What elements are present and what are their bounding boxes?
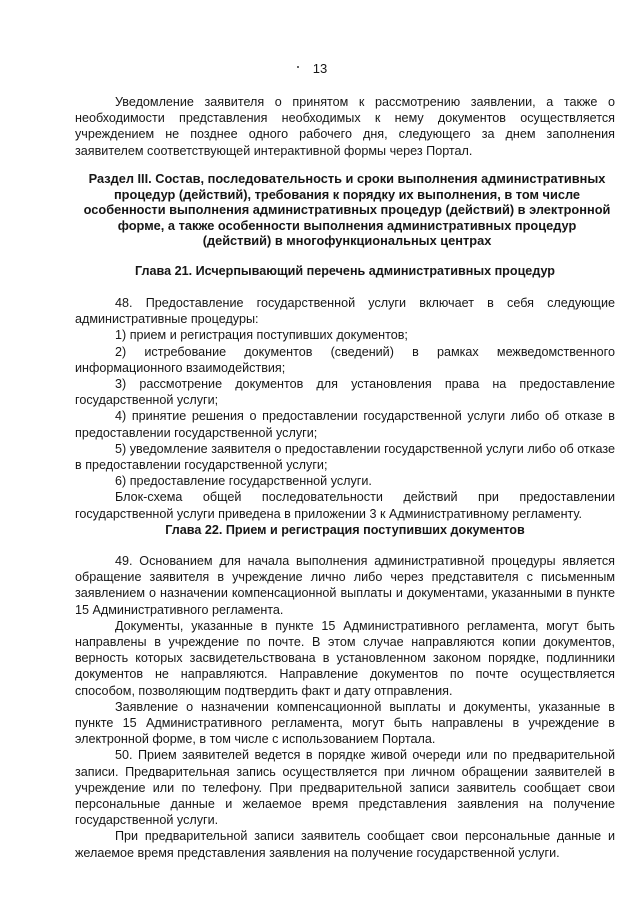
para-49: 49. Основанием для начала выполнения административной процедуры является обращение заявителя в учреждение лично либо через представителя с письменным заявлением о назначении компенсационной выплаты и документами, указанными в пункте 15 Административного регламента. [75, 554, 615, 617]
para-48: 48. Предоставление государственной услуги включает в себя следующие административные процедуры: [75, 296, 615, 327]
list-item: 2) истребование документов (сведений) в рамках межведомственного информационного взаимодействия; [75, 344, 615, 375]
chapter-22-heading: Глава 22. Прием и регистрация поступивших документов [165, 523, 525, 537]
list-item: 4) принятие решения о предоставлении государственной услуги либо об отказе в предоставлении государственной услуги; [75, 409, 615, 440]
chapter-21-content [75, 295, 615, 522]
chapter-21 [75, 263, 615, 279]
chapter-22-content [75, 553, 615, 861]
paragraph: Документы, указанные в пункте 15 Административного регламента, могут быть направлены в учреждение по почте. В этом случае направляются копии документов, верность которых засвидетельствована в установленном законом порядке, подлинники документов не направляются. Направление документов по почте осуществляется способом, позволяющим подтвердить факт и дату отправления. [75, 618, 615, 698]
list-item: 5) уведомление заявителя о предоставлении государственной услуги либо об отказе в предоставлении государственной услуги; [75, 441, 615, 473]
paragraph: Заявление о назначении компенсационной выплаты и документы, указанные в пункте 15 Административного регламента, могут быть направлены в учреждение в электронной форме, в том числе с использованием Портала. [75, 699, 615, 747]
section-heading: Раздел III. Состав, последовательность и сроки выполнения административных процедур (действий), требования к порядку их выполнения, в том числе особенности выполнения административных процедур (действий) в электронной форме, а также особенности выполнения административных процедур (действий) в многофункциональных центрах [83, 171, 611, 249]
intro-block [75, 94, 615, 159]
list-item: 3) рассмотрение документов для установления права на предоставление государственной услуги; [75, 377, 615, 408]
scan-speck [297, 66, 299, 68]
section-heading-block [82, 171, 612, 249]
list-item: 6) предоставление государственной услуги. [115, 474, 372, 489]
chapter-22 [75, 522, 615, 538]
para-50: 50. Прием заявителей ведется в порядке живой очереди или по предварительной записи. Предварительная запись осуществляется при личном обращении заявителей в учреждение или по телефону. При предварительной записи заявитель сообщает свои персональные данные и желаемое время представления заявления на получение государственной услуги. [75, 748, 615, 828]
flowchart-note: Блок-схема общей последовательности действий при предоставлении государственной услуги приведена в приложении 3 к Административному регламенту. [75, 490, 615, 521]
page-number: 13 [312, 61, 328, 76]
list-item: 1) прием и регистрация поступивших документов; [115, 328, 408, 343]
paragraph: При предварительной записи заявитель сообщает свои персональные данные и желаемое время представления заявления на получение государственной услуги. [75, 829, 615, 860]
chapter-21-heading: Глава 21. Исчерпывающий перечень административных процедур [134, 264, 555, 278]
intro-paragraph: Уведомление заявителя о принятом к рассмотрению заявлении, а также о необходимости представления необходимых к нему документов осуществляется учреждением не позднее одного рабочего дня, следующего за днем заполнения заявителем соответствующей интерактивной формы через Портал. [75, 95, 615, 158]
